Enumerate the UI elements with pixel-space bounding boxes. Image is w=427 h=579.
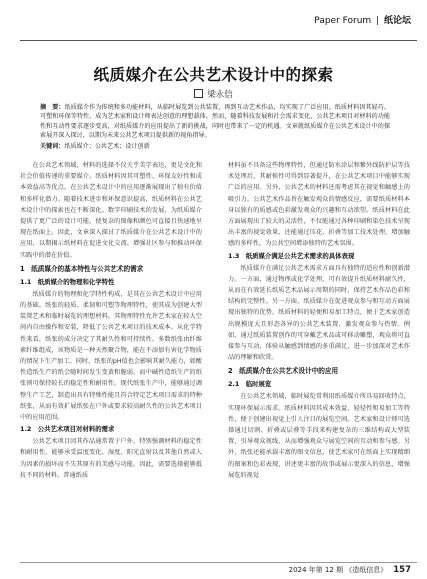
section-1-3-heading: 1.3 纸质媒介满足公共艺术需求的具体表现: [228, 251, 355, 260]
left-column: [20, 160, 202, 481]
section-1-2-continued-paragraph: 材料虽不具备这些物理特性，但通过防水涂层和紫外线防护层等技术处理后，其耐候性可得到显著提升，在公共艺术项目中能够实现广泛的应用。另外，公共艺术的材料还需考虑其在视觉和触感上的吸引力。公共艺术作品旨在触发观众的情感反应，需要纸质材料本身以独有的质感或色彩激发观众的兴趣和互动欲望。纸质材料在此方面展现出了较大的灵活性，不仅能通过各种印刷和染色技术呈现出丰富的视觉效果，还能通过压花、折叠等加工技术处理，增加触感的多样性，为公共空间增添独特的艺术氛围。: [228, 162, 410, 248]
section-2-1-paragraph: 在公共艺术领域，临时展览常利用纸质媒介所具易回收特点，实现环保展示需求。纸质材料因其成本效益、轻径性和易加工等特性，便于创建出视觉上引人注目的展览空间。艺术家和设计师可选择通过切割、折叠或层叠等手段来构建复杂的三维结构或大型装置，引导观众视线，从而增强观众与展览空间的互动和参与感。另外，纸张还能承载丰富的图文信息，使艺术家可在纸面上实现精细的图案和色彩表现，讲述更丰富的故事或展示更深入的信息，增强展览的视觉: [228, 393, 410, 479]
issue-info: 2024 年第 12 期 《造纸信息》: [288, 566, 388, 574]
section-2-1-heading: 2.1 临时展览: [228, 380, 272, 389]
author-line: [0, 88, 427, 100]
abstract-label: 摘 要：: [40, 104, 65, 111]
author-box-icon: [194, 89, 203, 98]
keywords-text: 纸质媒介；公共艺术；设计创新: [64, 143, 150, 150]
keywords-label: 关键词：: [40, 143, 65, 150]
abstract-text: 纸质媒介作为传统和多功能材料，从临时展览到公共装置，再到互动艺术作品，均实现了广泛应用。纸质材料因其轻巧、可塑和环保等特性，成为艺术家和设计师表达创意的理想载体。然而，随着科技发展和社会需求变化，公共艺术项目对材料的功能性和互动性要求逐步变高，对纸质媒介的应用提出了新的挑战，同时也带来了一定的机遇。文章就纸质媒介在公共艺术设计中的探索展开深入探讨，以期为未来公共艺术项目提供新的视角指导。: [40, 104, 391, 140]
author-name: 梁永信: [207, 90, 233, 100]
article-title: 纸质媒介在公共艺术设计中的探索: [93, 66, 334, 84]
header-separator: |: [376, 16, 380, 26]
page-footer: [289, 565, 411, 575]
page-number: 157: [393, 565, 411, 575]
abstract: [40, 103, 390, 141]
section-2-heading: 2 纸质媒介在公共艺术设计中的应用: [228, 367, 339, 376]
keywords: [40, 141, 150, 150]
section-1-2-heading: 1.2 公共艺术项目对材料的需求: [20, 425, 115, 434]
forum-label-en: Paper Forum: [314, 16, 372, 26]
section-1-heading: 1 纸质媒介的基本特性与公共艺术的需求: [20, 264, 144, 273]
section-header: [314, 13, 411, 26]
section-1-3-paragraph: 纸质媒介在满足公共艺术需求方面具有独特的适应性和创新潜力。一方面，通过物理或化学处理，可有效提升纸质材料耐久性，从而在有效延长纸质艺术品展示周期的同时，保持艺术作品色彩和结构的完整性。另一方面，纸质媒介在促进观众参与和互动方面展现出独特的优势。纸质材料的轻便和易加工特点，便于艺术家创造出规模庞大且形态各异的公共艺术装置，激发观众参与热情。例如，通过纸质装置创作的可穿戴艺术品或可移动雕塑，观众将可直接参与互动，体验从触感到情感的多重满足，进一步加深对艺术作品的理解和欣赏。: [228, 264, 410, 362]
footer-rule: [20, 562, 417, 563]
section-1-1-heading: 1.1 纸质媒介的物理和化学特性: [20, 277, 115, 286]
section-1-2-paragraph: 公共艺术项目因其作品通常置于户外，特别强调材料的稳定性和耐用性，能够承受温度变化、湿度、阳光直射以及其他自然或人为因素的损坏而不失其原有的美感与功能。因此，需要选择能够抵抗不同的材料。普通纸质: [20, 438, 202, 479]
intro-paragraph: 在公共艺术领域，材料的选择不仅关乎美学表达，更是文化和社会价值传递的重要媒介。纸质材料因其可塑性、环保友好性和成本效益高等优点，在公共艺术设计中的应用逐渐展现出了独有价值和多样化潜力。随着技术进步和环保意识提高，纸质材料在公共艺术设计中的探索也在不断深化。数字印刷技术的发展，为纸质媒介提供了更广泛的设计可能，使复杂的图像和颜色可直接且快速地呈现在纸面上。因此，文章深入探讨了纸质媒介在公共艺术设计中的应用，以期揭示纸材料在促进文化交流、增强社区参与和推动环保实践中的潜在价值。: [20, 162, 202, 259]
forum-label-zh: 纸论坛: [383, 16, 411, 26]
section-1-1-paragraph: 纸质媒介的物理和化学特性构成，是其在公共艺术设计中应用的基础。纸张的轻质、柔韧和可塑等物理特性，使其成为创建大型装置艺术和临时展览的理想材料。其物理特性允许艺术家在较大空间内自由操作和安装，降低了公共艺术项目的技术成本。从化学特性来看，纸张的成分决定了其耐久性和可持续性。多数纸张由纤维素纤维组成，该物质是一种天然聚合物，能在不添加有害化学物质的情况下生产加工。同时，纸张的pH值也会影响其耐久能力，如酸性造纸生产的纸会随时间发生变黄和脆弱，而中碱性造纸生产的纸张则可保持较长的稳定性和耐用性。现代纸张生产中，能够通过调整生产工艺，制造出具有特殊性能且符合特定艺术项目需求的特种纸张，从而有效扩展纸张在户外或要求较高耐久性的公共艺术项目中的应用范围。: [20, 290, 202, 422]
right-column: [228, 160, 410, 481]
header-rule: [20, 40, 417, 41]
